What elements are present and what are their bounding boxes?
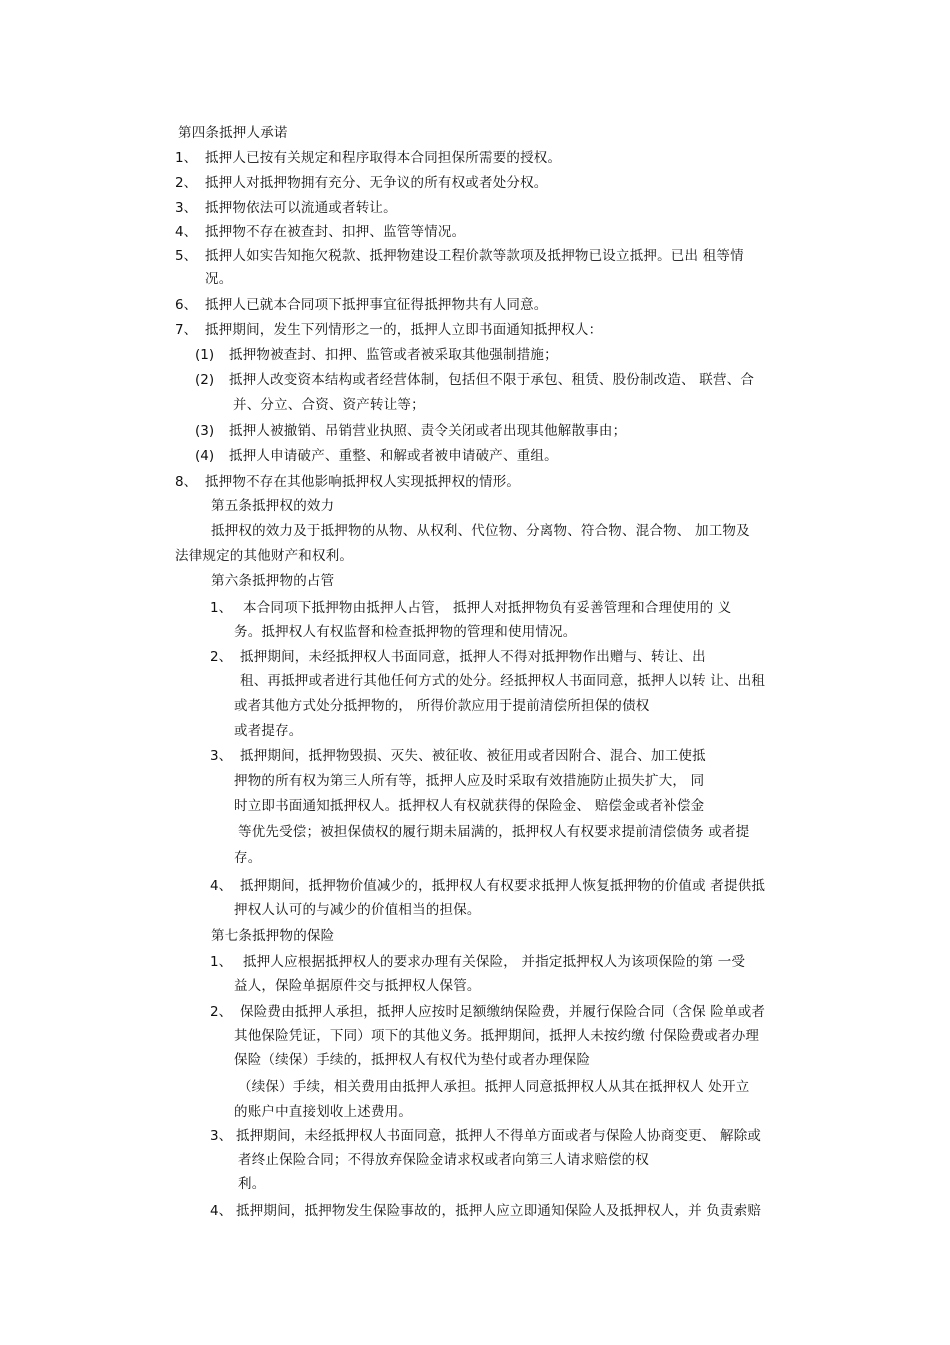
item-number: 4、: [210, 878, 233, 894]
subitem-text: 并、分立、合资、资产转让等；: [233, 397, 425, 413]
item-text: 抵押期间，未经抵押权人书面同意，抵押人不得单方面或者与保险人协商变更、 解除或: [236, 1128, 762, 1144]
subitem-number: (4): [195, 448, 215, 464]
subitem-text: 抵押人申请破产、重整、和解或者被申请破产、重组。: [229, 448, 558, 464]
item-text: 抵押人应根据抵押权人的要求办理有关保险， 并指定抵押权人为该项保险的第 一受: [243, 954, 746, 970]
paragraph-text: 抵押权的效力及于抵押物的从物、从权利、代位物、分离物、符合物、混合物、 加工物及: [211, 523, 750, 539]
item-number: 2、: [210, 649, 233, 665]
item-text: 保险费由抵押人承担，抵押人应按时足额缴纳保险费，并履行保险合同（含保 险单或者: [240, 1004, 766, 1020]
item-text: 况。: [205, 271, 233, 287]
article-7-title: 第七条抵押物的保险: [211, 928, 335, 944]
item-number: 2、: [210, 1004, 233, 1020]
item-text: 等优先受偿；被担保债权的履行期未届满的，抵押权人有权要求提前清偿债务 或者提: [238, 824, 750, 840]
item-text: 抵押期间，未经抵押权人书面同意，抵押人不得对抵押物作出赠与、转让、出: [240, 649, 706, 665]
item-text: 抵押人已就本合同项下抵押事宜征得抵押物共有人同意。: [205, 297, 548, 313]
item-text: 抵押期间，抵押物价值减少的，抵押权人有权要求抵押人恢复抵押物的价值或 者提供抵: [240, 878, 766, 894]
item-text: 者终止保险合同；不得放弃保险金请求权或者向第三人请求赔偿的权: [238, 1152, 649, 1168]
subitem-text: 抵押物被查封、扣押、监管或者被采取其他强制措施；: [229, 347, 558, 363]
item-text: 保险（续保）手续的，抵押权人有权代为垫付或者办理保险: [234, 1052, 591, 1068]
item-text: 存。: [234, 850, 262, 866]
item-text: 时立即书面通知抵押权人。抵押权人有权就获得的保险金、 赔偿金或者补偿金: [234, 798, 705, 814]
item-number: 3、: [210, 1128, 233, 1144]
item-text: 抵押期间，抵押物发生保险事故的，抵押人应立即通知保险人及抵押权人，并 负责索赔: [236, 1203, 762, 1219]
subitem-number: (2): [195, 372, 215, 388]
item-text: 抵押人对抵押物拥有充分、无争议的所有权或者处分权。: [205, 175, 548, 191]
article-6-title: 第六条抵押物的占管: [211, 573, 335, 589]
item-text: 抵押人已按有关规定和程序取得本合同担保所需要的授权。: [205, 150, 562, 166]
item-number: 3、: [210, 748, 233, 764]
item-number: 4、: [210, 1203, 233, 1219]
subitem-number: (1): [195, 347, 215, 363]
item-number: 6、: [175, 297, 198, 313]
item-number: 1、: [175, 150, 198, 166]
item-number: 3、: [175, 200, 198, 216]
item-text: 本合同项下抵押物由抵押人占管， 抵押人对抵押物负有妥善管理和合理使用的 义: [243, 600, 732, 616]
subitem-text: 抵押人被撤销、吊销营业执照、责令关闭或者出现其他解散事由；: [229, 423, 627, 439]
item-text: 其他保险凭证，下同）项下的其他义务。抵押期间，抵押人未按约缴 付保险费或者办理: [234, 1028, 760, 1044]
item-number: 1、: [210, 954, 233, 970]
article-5-title: 第五条抵押权的效力: [211, 498, 335, 514]
item-number: 1、: [210, 600, 233, 616]
item-number: 7、: [175, 322, 198, 338]
item-text: 务。抵押权人有权监督和检查抵押物的管理和使用情况。: [234, 624, 577, 640]
item-text: 抵押物依法可以流通或者转让。: [205, 200, 397, 216]
item-text: 抵押期间，发生下列情形之一的，抵押人立即书面通知抵押权人：: [205, 322, 603, 338]
item-text: 或者提存。: [234, 723, 303, 739]
item-number: 8、: [175, 474, 198, 490]
article-4-title: 第四条抵押人承诺: [178, 125, 288, 141]
subitem-number: (3): [195, 423, 215, 439]
item-number: 4、: [175, 224, 198, 240]
item-text: 或者其他方式处分抵押物的， 所得价款应用于提前清偿所担保的债权: [234, 698, 650, 714]
item-text: 抵押物不存在被查封、扣押、监管等情况。: [205, 224, 466, 240]
item-text: 抵押期间，抵押物毁损、灭失、被征收、被征用或者因附合、混合、加工使抵: [240, 748, 706, 764]
item-text: 抵押物不存在其他影响抵押权人实现抵押权的情形。: [205, 474, 521, 490]
subitem-text: 抵押人改变资本结构或者经营体制，包括但不限于承包、租赁、股份制改造、 联营、合: [229, 372, 755, 388]
item-text: （续保）手续，相关费用由抵押人承担。抵押人同意抵押权人从其在抵押权人 处开立: [238, 1079, 750, 1095]
paragraph-text: 法律规定的其他财产和权利。: [175, 548, 354, 564]
item-text: 益人，保险单据原件交与抵押权人保管。: [234, 978, 481, 994]
item-text: 押权人认可的与减少的价值相当的担保。: [234, 902, 481, 918]
item-text: 押物的所有权为第三人所有等，抵押人应及时采取有效措施防止损失扩大， 同: [234, 773, 705, 789]
item-text: 利。: [238, 1176, 266, 1192]
item-text: 抵押人如实告知拖欠税款、抵押物建设工程价款等款项及抵押物已设立抵押。已出 租等情: [205, 248, 744, 264]
item-number: 5、: [175, 248, 198, 264]
item-text: 的账户中直接划收上述费用。: [234, 1104, 413, 1120]
item-number: 2、: [175, 175, 198, 191]
item-text: 租、再抵押或者进行其他任何方式的处分。经抵押权人书面同意，抵押人以转 让、出租: [240, 673, 766, 689]
